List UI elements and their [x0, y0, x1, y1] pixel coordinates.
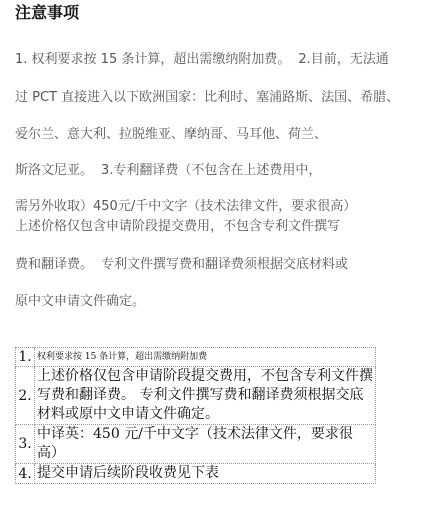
paragraph-line-7-part-a: 费和翻译费。 — [15, 257, 94, 272]
paragraph-line-4 — [15, 162, 321, 180]
row-text: 上述价格仅包含申请阶段提交费用，不包含专利文件撰写费和翻译费。 专利文件撰写费和翻译费须根据交底材料或原中文申请文件确定。 — [35, 367, 376, 425]
table-row — [16, 425, 376, 464]
paragraph-line-3: 爱尔兰、意大利、拉脱维亚、摩纳哥、马耳他、荷兰、 — [15, 127, 328, 142]
row-text: 权利要求按 15 条计算，超出需缴纳附加费 — [35, 348, 376, 367]
paragraph-line-1 — [15, 51, 389, 69]
row-number: 1. — [16, 348, 35, 367]
paragraph-line-7-part-b: 专利文件撰写费和翻译费须根据交底材料或 — [101, 257, 349, 272]
row-number: 2. — [16, 367, 35, 425]
paragraph-line-4-part-a: 斯洛文尼亚。 — [15, 163, 94, 178]
paragraph-line-1-part-b: 2.目前，无法通 — [298, 52, 389, 67]
paragraph-line-7 — [15, 256, 348, 274]
row-text: 中译英：450 元/千中文字（技术法律文件，要求很高） — [35, 425, 376, 464]
table-row — [16, 367, 376, 425]
row-number: 4. — [16, 464, 35, 484]
row-number: 3. — [16, 425, 35, 464]
paragraph-line-5: 需另外收取）450元/千中文字（技术法律文件，要求很高） — [15, 199, 357, 214]
paragraph-line-1-part-a: 1. 权利要求按 15 条计算，超出需缴纳附加费。 — [15, 52, 291, 67]
paragraph-line-8: 原中文申请文件确定。 — [15, 294, 146, 309]
paragraph-line-6: 上述价格仅包含申请阶段提交费用，不包含专利文件撰写 — [15, 219, 341, 234]
page-title: 注意事项 — [15, 3, 80, 22]
notes-table — [15, 347, 376, 484]
table-row — [16, 464, 376, 484]
row-text: 提交申请后续阶段收费见下表 — [35, 464, 376, 484]
table-row — [16, 348, 376, 367]
paragraph-line-2: 过 PCT 直接进入以下欧洲国家：比利时、塞浦路斯、法国、希腊、 — [15, 90, 400, 105]
paragraph-line-4-part-b: 3.专利翻译费（不包含在上述费用中， — [101, 163, 322, 178]
